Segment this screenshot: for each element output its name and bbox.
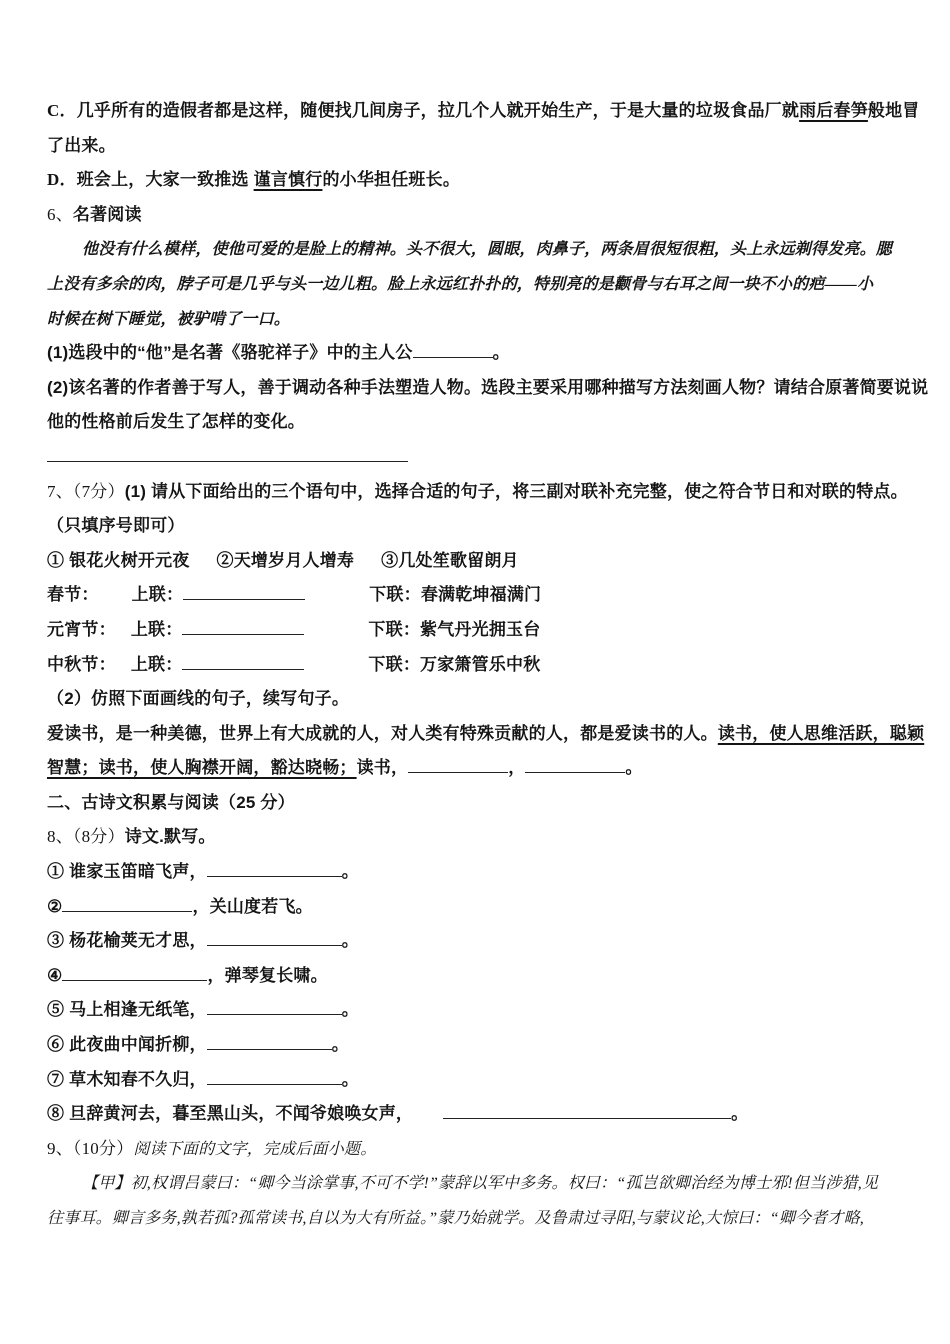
answer-blank bbox=[207, 1002, 342, 1015]
text-segment: 的小华担任班长。 bbox=[322, 170, 461, 190]
text-segment: 谨言慎行 bbox=[253, 170, 323, 190]
text-segment: 时候在树下睡觉，被驴啃了一口。 bbox=[47, 310, 291, 328]
text-line bbox=[47, 717, 925, 752]
text-line bbox=[47, 959, 912, 994]
text-segment: 往事耳。卿言多务,孰若孤?孤常读书,自以为大有所益。”蒙乃始就学。及鲁肃过寻阳,与蒙议论,大惊曰：“卿今者才略, bbox=[47, 1210, 864, 1227]
text-line bbox=[47, 302, 912, 337]
answer-blank bbox=[182, 622, 304, 635]
text-segment: 名著阅读 bbox=[72, 204, 142, 224]
text-line bbox=[47, 682, 912, 717]
text-segment: （只填序号即可） bbox=[47, 516, 185, 536]
text-segment: ⑦ 草木知春不久归， bbox=[47, 1069, 207, 1089]
answer-blank bbox=[183, 587, 305, 600]
text-line bbox=[47, 1063, 912, 1098]
text-line bbox=[47, 1201, 912, 1236]
text-segment: D． bbox=[47, 170, 77, 190]
text-segment: (1) 请从下面给出的三个语句中，选择合适的句子，将三副对联补充完整，使之符合节日和对联的特点。 bbox=[124, 481, 908, 501]
spacer bbox=[116, 634, 131, 635]
text-segment: 。 bbox=[492, 343, 510, 363]
text-line bbox=[47, 371, 929, 406]
text-line bbox=[47, 509, 912, 544]
text-line bbox=[47, 751, 912, 786]
text-line bbox=[47, 786, 912, 821]
text-segment: 他没有什么模样，使他可爱的是脸上的精神。头不很大，圆眼，肉鼻子，两条眉很短很粗，头上永远剃得发亮。腮 bbox=[82, 241, 893, 259]
text-segment: ，弹琴复长啸。 bbox=[207, 965, 328, 985]
answer-blank bbox=[207, 1072, 342, 1085]
text-segment: 。 bbox=[731, 1104, 749, 1124]
text-segment: 。 bbox=[331, 1035, 349, 1055]
text-line bbox=[47, 993, 912, 1028]
text-segment: 诗文.默写。 bbox=[124, 827, 216, 847]
answer-blank bbox=[443, 1106, 731, 1119]
text-segment: 上没有多余的肉，脖子可是几乎与头一边儿粗。脸上永远红扑扑的，特别亮的是颧骨与右耳之间一块不小的疤——小 bbox=[47, 275, 874, 293]
text-segment: 他的性格前后发生了怎样的变化。 bbox=[47, 412, 305, 432]
text-segment: 般地冒 bbox=[867, 101, 920, 120]
text-line bbox=[47, 890, 912, 925]
text-line bbox=[47, 924, 912, 959]
text-segment: C． bbox=[47, 101, 77, 120]
text-line bbox=[47, 1166, 912, 1201]
text-line bbox=[47, 232, 912, 267]
text-segment: 上联： bbox=[130, 619, 183, 639]
text-segment: 下联：紫气丹光拥玉台 bbox=[368, 619, 541, 639]
answer-blank bbox=[207, 933, 342, 946]
text-segment: (2)该名著的作者善于写人，善于调动各种手法塑造人物。选段主要采用哪种描写方法刻画人物？请结合原著简要说说 bbox=[47, 377, 929, 397]
answer-blank bbox=[62, 899, 192, 912]
text-segment: 8、（8分） bbox=[47, 827, 125, 847]
answer-blank bbox=[47, 449, 408, 462]
text-segment: 爱读书，是一种美德，世界上有大成就的人，对人类有特殊贡献的人，都是爱读书的人。 bbox=[47, 723, 718, 743]
text-segment: ， bbox=[508, 758, 526, 778]
text-segment: 下联：春满乾坤福满门 bbox=[369, 585, 542, 605]
text-segment: ②天增岁月人增寿 bbox=[216, 550, 355, 570]
text-line bbox=[47, 544, 912, 579]
text-line bbox=[47, 1132, 912, 1167]
text-segment: 。 bbox=[341, 931, 359, 951]
text-segment: 智慧；读书，使人胸襟开阔，豁达晓畅； bbox=[47, 758, 357, 778]
spacer bbox=[116, 669, 131, 670]
text-segment: 读书，使人思维活跃，聪颖 bbox=[717, 723, 925, 743]
text-segment: ③ 杨花榆荚无才思， bbox=[47, 931, 207, 951]
text-line bbox=[47, 578, 912, 613]
text-line bbox=[47, 1097, 912, 1132]
text-segment: 7、（7分） bbox=[47, 481, 125, 501]
text-line bbox=[47, 613, 912, 648]
answer-blank bbox=[62, 968, 207, 981]
text-segment: ④ bbox=[47, 965, 63, 985]
text-segment: 雨后春笋 bbox=[799, 101, 868, 120]
text-line bbox=[47, 129, 912, 164]
text-line bbox=[47, 198, 912, 233]
text-line bbox=[47, 475, 912, 510]
spacer bbox=[413, 1118, 443, 1119]
text-line bbox=[47, 440, 912, 475]
text-line bbox=[47, 94, 920, 129]
text-segment: 9、（10分） bbox=[47, 1138, 134, 1158]
text-segment: 。 bbox=[341, 1000, 359, 1020]
answer-blank bbox=[525, 760, 625, 773]
answer-blank bbox=[207, 864, 342, 877]
text-segment: (1)选段中的“他”是名著《骆驼祥子》中的主人公 bbox=[47, 343, 413, 363]
text-segment: 春节： bbox=[47, 585, 99, 605]
answer-blank bbox=[207, 1037, 332, 1050]
spacer bbox=[304, 669, 368, 670]
text-segment: ③几处笙歌留朗月 bbox=[381, 550, 519, 570]
text-line bbox=[47, 1028, 912, 1063]
text-segment: 6、 bbox=[47, 204, 73, 224]
text-line bbox=[47, 336, 912, 371]
text-segment: ，关山度若飞。 bbox=[192, 896, 313, 916]
text-line bbox=[47, 405, 912, 440]
text-segment: 几乎所有的造假者都是这样，随便找几间房子，拉几个人就开始生产，于是大量的垃圾食品厂就 bbox=[76, 101, 800, 120]
text-segment: ⑥ 此夜曲中闻折柳， bbox=[47, 1035, 207, 1055]
text-segment: ⑧ 旦辞黄河去，暮至黑山头，不闻爷娘唤女声， bbox=[47, 1104, 414, 1124]
text-segment: ① 谁家玉笛暗飞声， bbox=[47, 862, 207, 882]
text-segment: 二、古诗文积累与阅读（25 分） bbox=[47, 792, 295, 812]
spacer bbox=[190, 565, 217, 566]
text-segment: 下联：万家箫管乐中秋 bbox=[368, 654, 541, 674]
answer-blank bbox=[413, 345, 493, 358]
text-line bbox=[47, 267, 912, 302]
text-segment: 中秋节： bbox=[47, 654, 116, 674]
text-line bbox=[47, 855, 912, 890]
text-segment: 。 bbox=[341, 1069, 359, 1089]
text-segment: ⑤ 马上相逢无纸笔， bbox=[47, 1000, 207, 1020]
text-segment: 了出来。 bbox=[47, 135, 116, 155]
text-segment: 上联： bbox=[131, 585, 184, 605]
answer-blank bbox=[182, 657, 304, 670]
text-segment: 班会上，大家一致推选 bbox=[76, 170, 254, 190]
answer-blank bbox=[408, 760, 508, 773]
text-segment: ① 银花火树开元夜 bbox=[47, 550, 190, 570]
spacer bbox=[354, 565, 381, 566]
text-segment: 【甲】初,权谓吕蒙曰：“卿今当涂掌事,不可不学!”蒙辞以军中多务。权曰：“孤岂欲卿治经为博士邪!但当涉猎,见 bbox=[82, 1175, 879, 1193]
text-segment: 。 bbox=[341, 862, 359, 882]
text-segment: ② bbox=[47, 896, 63, 916]
text-line bbox=[47, 648, 912, 683]
spacer bbox=[304, 634, 368, 635]
text-line bbox=[47, 820, 912, 855]
text-segment: 。 bbox=[625, 758, 643, 778]
text-line bbox=[47, 163, 912, 198]
text-segment: （2）仿照下面画线的句子，续写句子。 bbox=[47, 689, 350, 709]
text-segment: 读书， bbox=[356, 758, 409, 778]
text-segment: 元宵节： bbox=[47, 619, 116, 639]
spacer bbox=[305, 599, 369, 600]
text-segment: 上联： bbox=[130, 654, 183, 674]
spacer bbox=[99, 599, 132, 600]
text-segment: 阅读下面的文字，完成后面小题。 bbox=[133, 1140, 377, 1158]
